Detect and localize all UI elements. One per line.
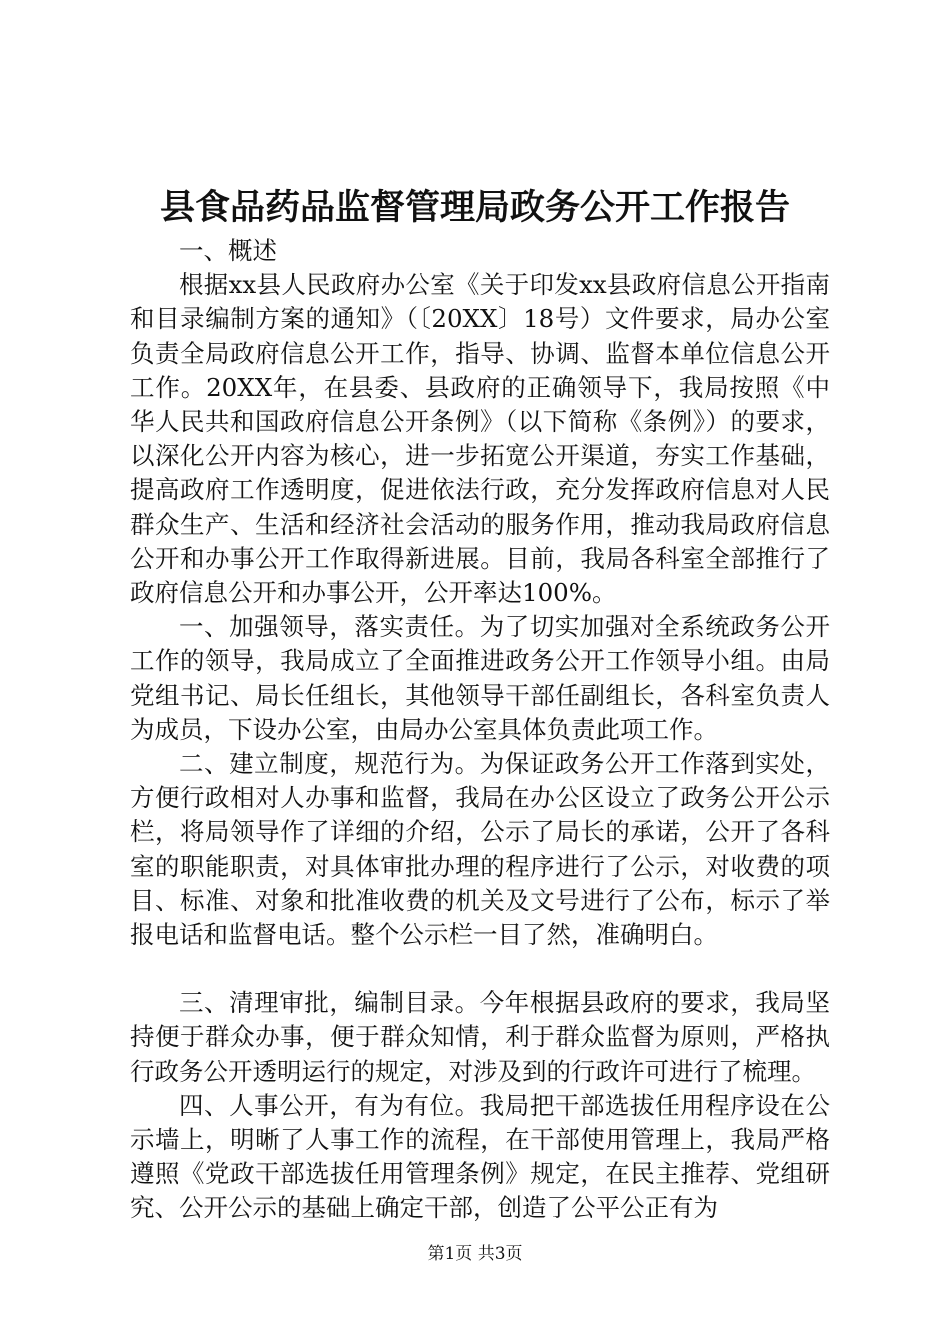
document-title: 县食品药品监督管理局政务公开工作报告 — [159, 187, 790, 228]
section-heading-overview: 一、概述 — [179, 236, 277, 265]
paragraph-overview: 根据xx县人民政府办公室《关于印发xx县政府信息公开指南和目录编制方案的通知》（〔20XX〕18号）文件要求，局办公室负责全局政府信息公开工作，指导、协调、监督本单位信息公开工作。20XX年，在县委、县政府的正确领导下，我局按照《中华人民共和国政府信息公开条例》（以下简称《条例》）的要求，以深化公开内容为核心，进一步拓宽公开渠道，夯实工作基础，提高政府工作透明度，促进依法行政，充分发挥政府信息对人民群众生产、生活和经济社会活动的服务作用，推动我局政府信息公开和办事公开工作取得新进展。目前，我局各科室全部推行了政府信息公开和办事公开，公开率达100%。 — [130, 270, 830, 608]
page-number-footer: 第1页 共3页 — [427, 1244, 523, 1264]
paragraph-approval: 三、清理审批，编制目录。今年根据县政府的要求，我局坚持便于群众办事，便于群众知情，利于群众监督为原则，严格执行政务公开透明运行的规定，对涉及到的行政许可进行了梳理。 — [130, 988, 830, 1086]
paragraph-personnel: 四、人事公开，有为有位。我局把干部选拔任用程序设在公示墙上，明晰了人事工作的流程，在干部使用管理上，我局严格遵照《党政干部选拔任用管理条例》规定，在民主推荐、党组研究、公开公示的基础上确定干部，创造了公平公正有为 — [130, 1090, 830, 1223]
document-body — [130, 234, 830, 1226]
paragraph-leadership: 一、加强领导，落实责任。为了切实加强对全系统政务公开工作的领导，我局成立了全面推进政务公开工作领导小组。由局党组书记、局长任组长，其他领导干部任副组长，各科室负责人为成员，下设办公室，由局办公室具体负责此项工作。 — [130, 612, 830, 744]
paragraph-system: 二、建立制度，规范行为。为保证政务公开工作落到实处，方便行政相对人办事和监督，我局在办公区设立了政务公开公示栏，将局领导作了详细的介绍，公示了局长的承诺，公开了各科室的职能职责，对具体审批办理的程序进行了公示，对收费的项目、标准、对象和批准收费的机关及文号进行了公布，标示了举报电话和监督电话。整个公示栏一目了然，准确明白。 — [130, 749, 830, 950]
